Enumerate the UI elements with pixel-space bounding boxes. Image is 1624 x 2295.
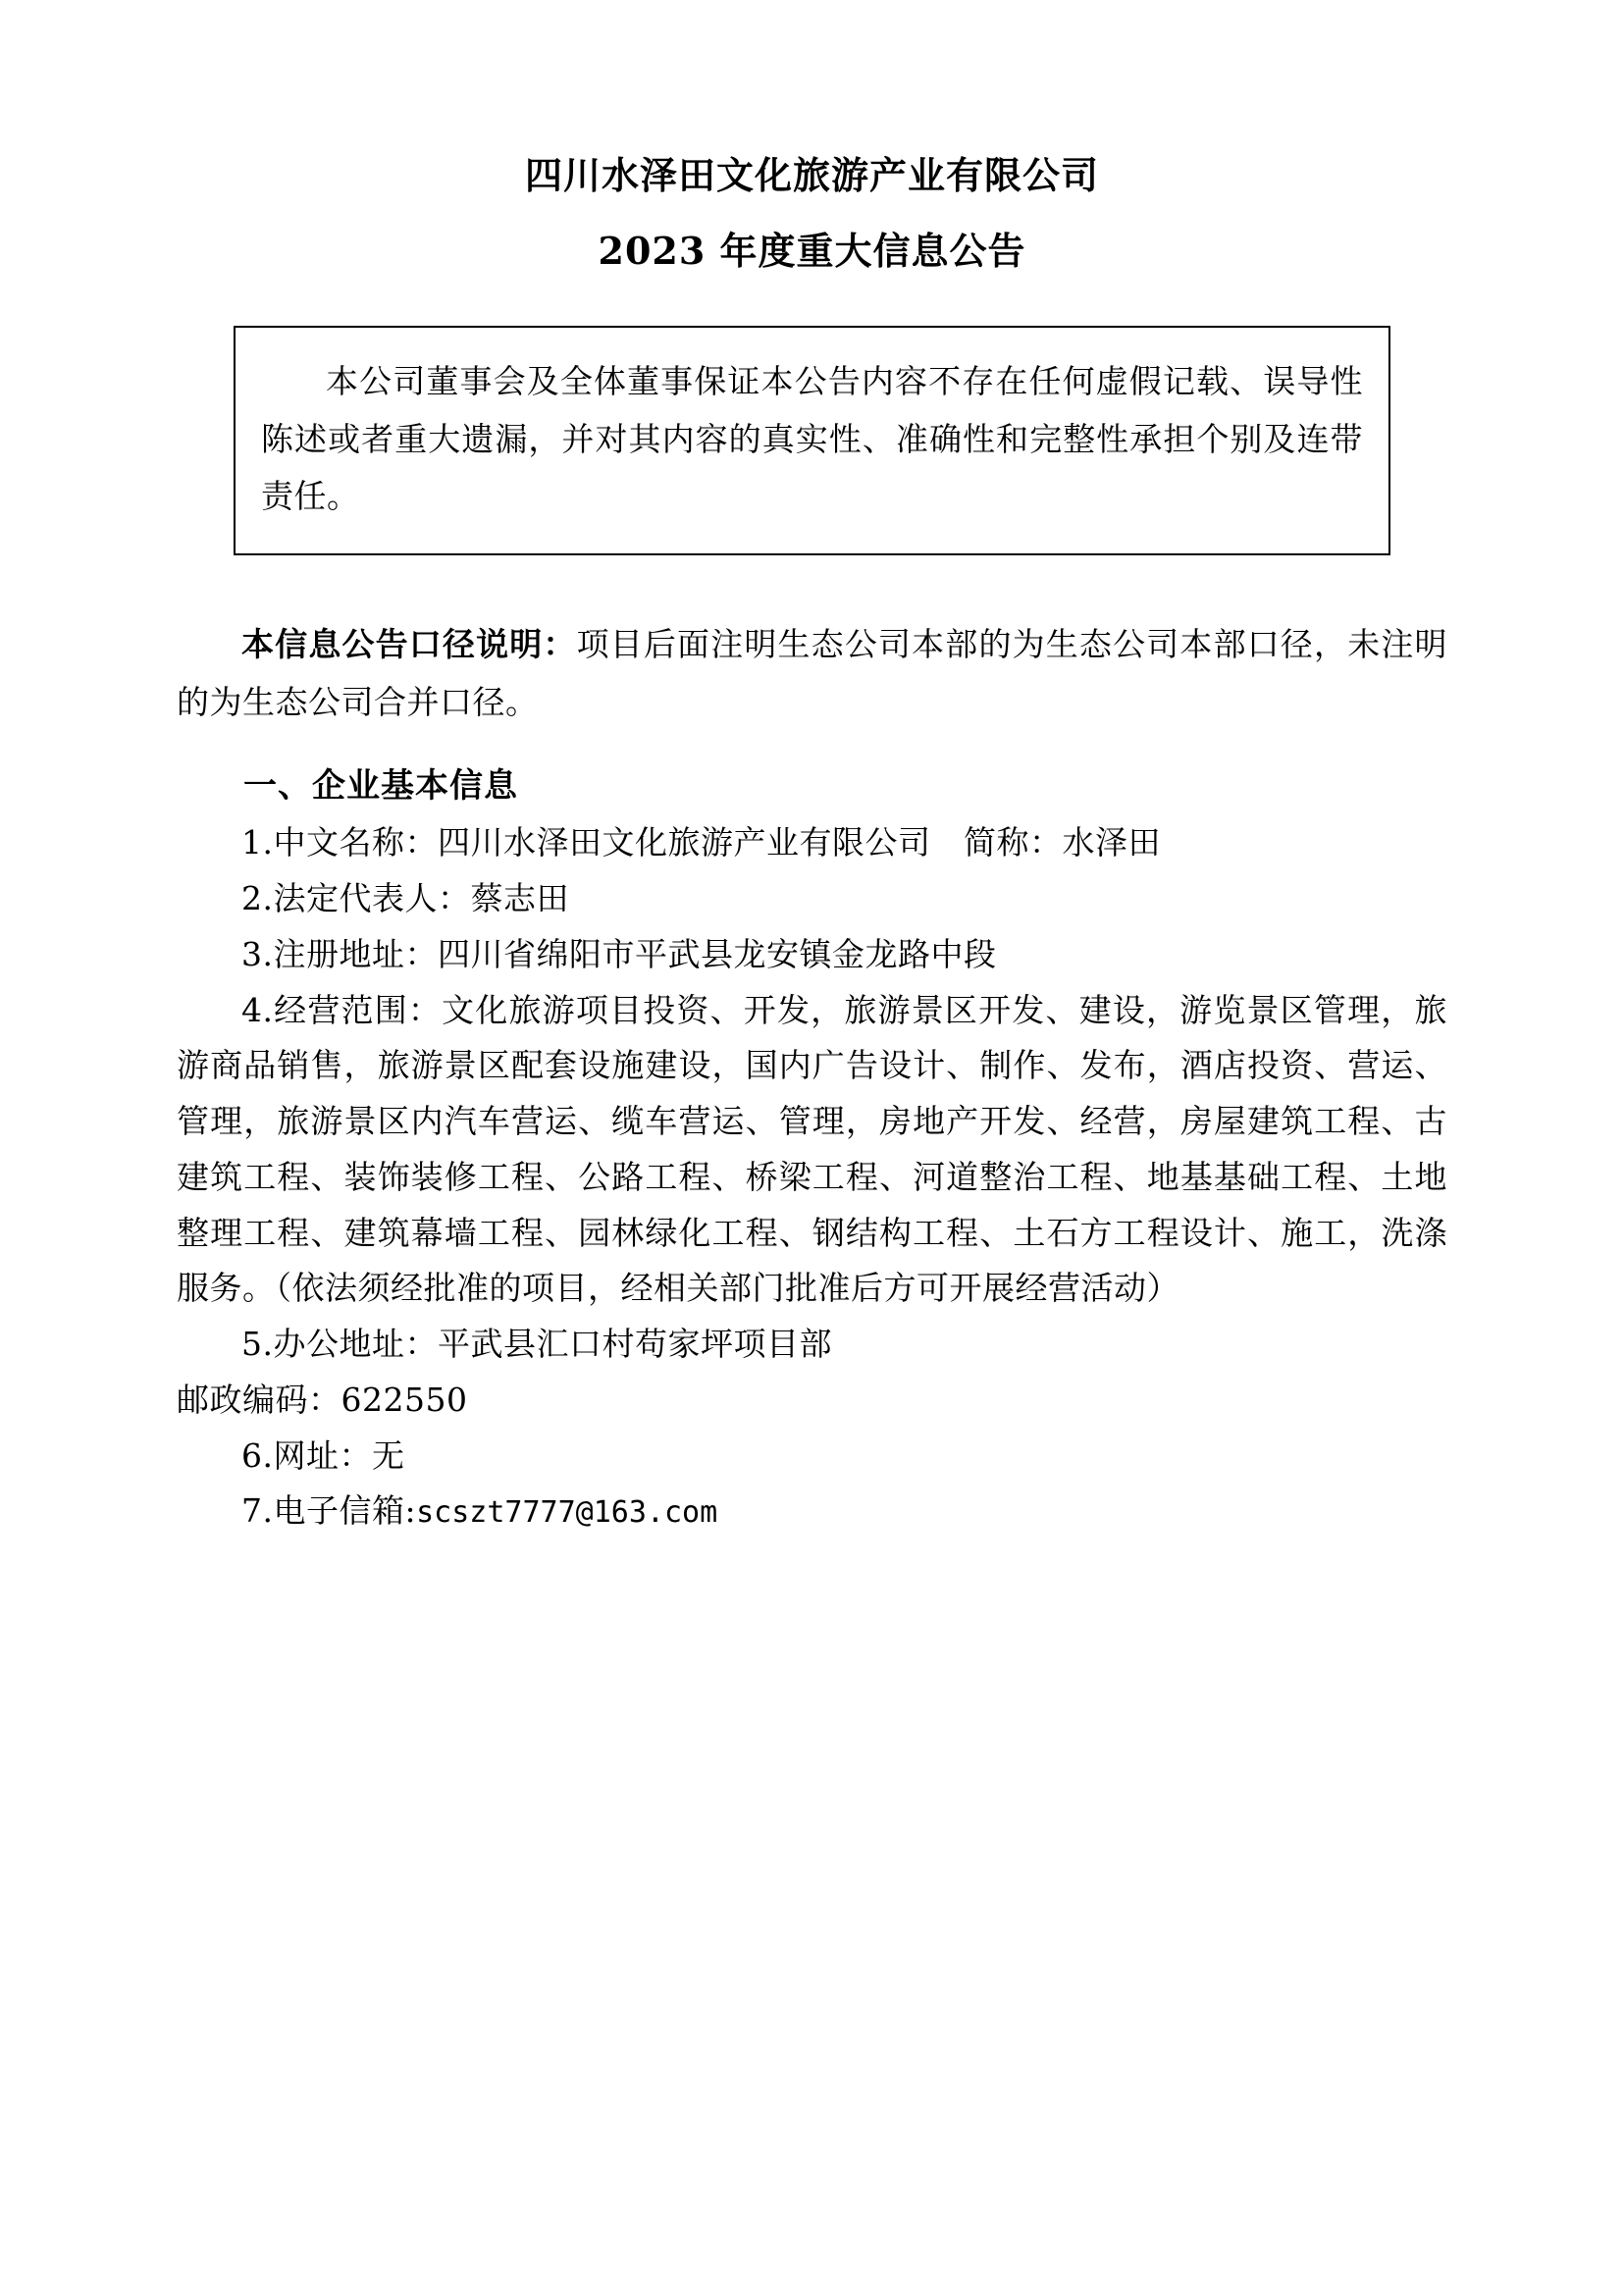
page-title: 四川水泽田文化旅游产业有限公司	[524, 153, 1099, 197]
list-item: 4.经营范围：文化旅游项目投资、开发，旅游景区开发、建设，游览景区管理，旅游商品销售，旅游景区配套设施建设，国内广告设计、制作、发布，酒店投资、营运、管理，旅游景区内汽车营运、缆车营运、管理，房地产开发、经营，房屋建筑工程、古建筑工程、装饰装修工程、公路工程、桥梁工程、河道整治工程、地基基础工程、土地整理工程、建筑幕墙工程、园林绿化工程、钢结构工程、土石方工程设计、施工，洗涤服务。（依法须经批准的项目，经相关部门批准后方可开展经营活动）	[177, 990, 1447, 1308]
caliber-label: 本信息公告口径说明：	[241, 624, 577, 663]
board-statement-text: 本公司董事会及全体董事保证本公告内容不存在任何虚假记载、误导性陈述或者重大遗漏，并对其内容的真实性、准确性和完整性承担个别及连带责任。	[261, 361, 1363, 516]
postal-code-line: 邮政编码：622550	[177, 1380, 468, 1419]
caliber-paragraph	[177, 616, 1447, 731]
section-one-heading: 一、企业基本信息	[243, 766, 518, 807]
email-label: 7.电子信箱:	[241, 1491, 417, 1531]
website-line: 6.网址：无	[241, 1435, 405, 1475]
email-value: scszt7777@163.com	[416, 1495, 718, 1531]
email-line	[177, 1484, 1447, 1539]
list-item: 2.法定代表人：蔡志田	[241, 879, 569, 917]
page-subtitle: 2023 年度重大信息公告	[598, 228, 1026, 273]
caliber-text: 项目后面注明生态公司本部的为生态公司本部口径，未注明的为生态公司合并口径。	[177, 624, 1448, 721]
list-item: 1.中文名称：四川水泽田文化旅游产业有限公司 简称：水泽田	[241, 823, 1161, 862]
board-statement-box	[234, 326, 1390, 555]
list-item: 3.注册地址：四川省绵阳市平武县龙安镇金龙路中段	[241, 934, 997, 973]
list-item: 5.办公地址：平武县汇口村苟家坪项目部	[241, 1325, 832, 1363]
